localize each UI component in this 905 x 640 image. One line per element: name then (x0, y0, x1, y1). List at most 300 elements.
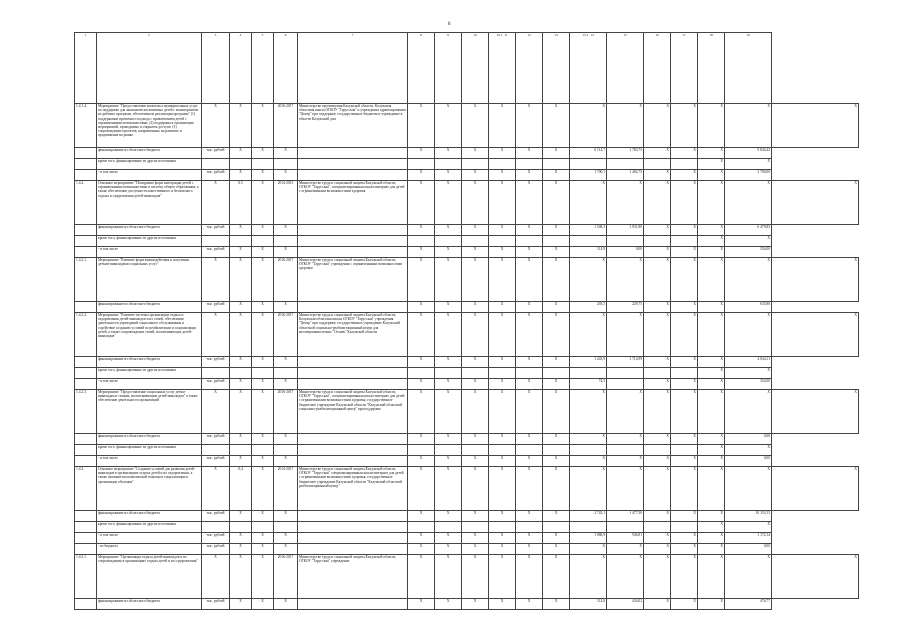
value-cell: X (462, 313, 489, 357)
value-cell: X (516, 170, 543, 181)
row-executor-cell (298, 456, 408, 467)
table-row (75, 445, 859, 456)
value-cell: X (435, 390, 462, 434)
value-cell: X (671, 456, 698, 467)
value-cell: X (462, 170, 489, 181)
value-cell: X (516, 599, 543, 610)
value-cell: X (252, 544, 274, 555)
value-cell: X (698, 313, 725, 357)
value-cell: 0,00 (725, 544, 772, 555)
value-cell (408, 159, 435, 170)
value-cell: X (274, 456, 298, 467)
value-cell: X (725, 522, 772, 533)
table-row (75, 368, 859, 379)
value-cell: X (671, 258, 698, 302)
row-description-cell: Основное мероприятие "Создание условий для развития детей-инвалидов в организациях отдыха детей и их оздоровления, а также оказание им комплексной помощи в социализации и организация обучения" (97, 467, 202, 511)
row-description-cell: Мероприятие "Развитие форм взаимодействия и получения детьми-инвалидами социальных услуг" (97, 258, 202, 302)
value-cell (202, 236, 230, 247)
value-cell: 3 700,00 (725, 170, 772, 181)
row-executor-cell: Министерство просвещения Калужской области, Калужская областная школа ОГКОУ "Тарусская" и учреждения здравоохранения "Центр" при поддержке; государственное бюджетное учреждение в области Калужский дом (298, 104, 408, 148)
row-description-cell: - в том числе (97, 379, 202, 390)
value-cell: X (435, 247, 462, 258)
value-cell (516, 445, 543, 456)
value-cell: X (252, 225, 274, 236)
value-cell: 0,00 (607, 247, 644, 258)
value-cell: X (435, 313, 462, 357)
value-cell: 2016-2017 (274, 313, 298, 357)
value-cell: 354,00 (725, 247, 772, 258)
value-cell: X (644, 599, 671, 610)
value-cell: X (725, 159, 772, 170)
value-cell: X (516, 544, 543, 555)
value-cell (543, 236, 570, 247)
value-cell (607, 368, 644, 379)
value-cell: тыс. рублей (202, 170, 230, 181)
value-cell: X (543, 511, 570, 522)
value-cell: X (462, 258, 489, 302)
value-cell: X (698, 357, 725, 368)
row-code-cell (75, 511, 97, 522)
value-cell: X (435, 434, 462, 445)
value-cell: X (462, 148, 489, 159)
value-cell: X (772, 258, 859, 302)
value-cell: X (435, 357, 462, 368)
value-cell: 203,5 (570, 302, 607, 313)
value-cell (543, 368, 570, 379)
value-cell (252, 159, 274, 170)
value-cell: X (230, 357, 252, 368)
row-code-cell: 1.4.2. (75, 181, 97, 225)
row-description-cell: - в том числе (97, 533, 202, 544)
value-cell (644, 159, 671, 170)
header-number: 10 (473, 33, 477, 37)
value-cell: X (230, 544, 252, 555)
value-cell (274, 445, 298, 456)
value-cell: X (543, 467, 570, 511)
value-cell: X (543, 533, 570, 544)
value-cell: X (516, 225, 543, 236)
value-cell (252, 236, 274, 247)
value-cell: тыс. рублей (202, 357, 230, 368)
value-cell: X (543, 181, 570, 225)
value-cell: X (252, 181, 274, 225)
value-cell (489, 522, 516, 533)
value-cell (408, 522, 435, 533)
value-cell: X (698, 522, 725, 533)
value-cell: 2014-2017 (274, 467, 298, 511)
header-cell (671, 33, 698, 104)
row-executor-cell (298, 357, 408, 368)
value-cell: X (274, 357, 298, 368)
value-cell (543, 522, 570, 533)
value-cell: X (252, 148, 274, 159)
value-cell: X (435, 148, 462, 159)
value-cell: X (274, 599, 298, 610)
row-code-cell (75, 148, 97, 159)
value-cell: X (671, 555, 698, 599)
value-cell: X (408, 456, 435, 467)
header-number: 6 (284, 33, 287, 37)
value-cell: X (671, 181, 698, 225)
value-cell: X (644, 247, 671, 258)
value-cell: X (516, 247, 543, 258)
value-cell: X (644, 302, 671, 313)
value-cell (489, 236, 516, 247)
value-cell: X (462, 434, 489, 445)
value-cell: X (435, 258, 462, 302)
value-cell (489, 368, 516, 379)
value-cell: 2016-2017 (274, 555, 298, 599)
value-cell: X (252, 379, 274, 390)
value-cell: 1 243,9 (570, 357, 607, 368)
header-cell (698, 33, 725, 104)
row-executor-cell (298, 148, 408, 159)
header-cell (408, 33, 435, 104)
value-cell: X (462, 357, 489, 368)
value-cell: X (489, 357, 516, 368)
header-number: 7 (351, 33, 354, 37)
value-cell: X (570, 390, 607, 434)
value-cell: X (462, 379, 489, 390)
table-row (75, 236, 859, 247)
value-cell: X (607, 456, 644, 467)
value-cell: X (489, 467, 516, 511)
value-cell (489, 159, 516, 170)
value-cell: 74,5 (570, 379, 607, 390)
value-cell (671, 445, 698, 456)
value-cell (671, 159, 698, 170)
value-cell: X (644, 511, 671, 522)
value-cell: X (274, 533, 298, 544)
header-cell (607, 33, 644, 104)
value-cell: X (570, 313, 607, 357)
table-row (75, 258, 859, 302)
value-cell: X (570, 104, 607, 148)
value-cell: X (607, 467, 644, 511)
value-cell: 0,4 (230, 467, 252, 511)
row-description-cell: кроме того, финансирование из других источников (97, 522, 202, 533)
row-code-cell (75, 379, 97, 390)
value-cell: X (570, 434, 607, 445)
value-cell: X (435, 302, 462, 313)
value-cell: 2 743,1 (570, 511, 607, 522)
value-cell: X (408, 379, 435, 390)
value-cell: X (252, 434, 274, 445)
header-number: 13 (554, 33, 558, 37)
value-cell: тыс. рублей (202, 434, 230, 445)
value-cell: тыс. рублей (202, 225, 230, 236)
value-cell: 354,00 (725, 379, 772, 390)
row-code-cell (75, 170, 97, 181)
value-cell (202, 522, 230, 533)
value-cell: X (435, 104, 462, 148)
value-cell: X (543, 390, 570, 434)
header-number: 2 (148, 33, 150, 37)
value-cell: 1 172,14 (725, 533, 772, 544)
value-cell (607, 159, 644, 170)
value-cell (607, 445, 644, 456)
value-cell: X (607, 181, 644, 225)
value-cell: X (671, 511, 698, 522)
value-cell: X (543, 247, 570, 258)
value-cell: X (698, 555, 725, 599)
row-executor-cell (298, 511, 408, 522)
value-cell: X (698, 159, 725, 170)
table-row (75, 533, 859, 544)
value-cell: X (274, 247, 298, 258)
header-cell (202, 33, 230, 104)
value-cell (644, 445, 671, 456)
value-cell: X (516, 302, 543, 313)
value-cell: X (516, 357, 543, 368)
value-cell: X (516, 379, 543, 390)
value-cell: X (462, 511, 489, 522)
value-cell: X (462, 247, 489, 258)
value-cell: X (725, 104, 772, 148)
value-cell: X (570, 555, 607, 599)
header-cell (252, 33, 274, 104)
row-executor-cell (298, 522, 408, 533)
value-cell: X (489, 225, 516, 236)
value-cell: тыс. рублей (202, 533, 230, 544)
value-cell: X (671, 104, 698, 148)
value-cell: X (489, 170, 516, 181)
value-cell (462, 522, 489, 533)
value-cell: X (462, 104, 489, 148)
value-cell: X (274, 544, 298, 555)
header-number-row (75, 33, 859, 104)
value-cell: X (671, 313, 698, 357)
row-executor-cell: Министерство труда и социальной защиты Калужской области, ОГКОУ "Тарусская", специализированная школа-интернат для детей с ограниченными возможностями здоровья (298, 181, 408, 225)
header-number: 8 (420, 33, 422, 37)
program-measures-table (74, 32, 859, 610)
value-cell: тыс. рублей (202, 544, 230, 555)
value-cell: X (698, 511, 725, 522)
value-cell: X (698, 104, 725, 148)
value-cell: X (408, 302, 435, 313)
table-row (75, 148, 859, 159)
table-row (75, 467, 859, 511)
value-cell (462, 236, 489, 247)
header-number: 12 (527, 33, 531, 37)
row-executor-cell (298, 247, 408, 258)
value-cell: X (516, 511, 543, 522)
value-cell: X (435, 511, 462, 522)
value-cell (435, 159, 462, 170)
value-cell (252, 368, 274, 379)
value-cell: X (644, 390, 671, 434)
row-code-cell: 1.4.2.1. (75, 258, 97, 302)
value-cell: X (644, 467, 671, 511)
value-cell (671, 522, 698, 533)
value-cell: X (725, 390, 772, 434)
value-cell: 2016-2017 (274, 258, 298, 302)
value-cell: X (252, 456, 274, 467)
value-cell: X (462, 544, 489, 555)
value-cell: X (202, 181, 230, 225)
value-cell: X (543, 170, 570, 181)
row-description-cell: - из бюджета (97, 544, 202, 555)
table-row (75, 511, 859, 522)
value-cell (607, 522, 644, 533)
header-cell (97, 33, 202, 104)
row-description-cell: кроме того, финансирование из других источников (97, 159, 202, 170)
value-cell (671, 368, 698, 379)
value-cell: X (698, 456, 725, 467)
value-cell: X (489, 390, 516, 434)
value-cell: X (644, 555, 671, 599)
value-cell: X (435, 533, 462, 544)
value-cell: 229,75 (607, 302, 644, 313)
value-cell: X (489, 533, 516, 544)
value-cell: X (570, 467, 607, 511)
value-cell: X (489, 555, 516, 599)
value-cell: 434,02 (607, 599, 644, 610)
table-row (75, 247, 859, 258)
row-code-cell: 1.4.2.3. (75, 390, 97, 434)
value-cell: X (607, 390, 644, 434)
row-executor-cell (298, 368, 408, 379)
value-cell: X (230, 170, 252, 181)
value-cell: X (516, 434, 543, 445)
table-row (75, 599, 859, 610)
value-cell (644, 522, 671, 533)
value-cell: X (698, 533, 725, 544)
header-number: 13.1 (582, 33, 589, 37)
value-cell: X (230, 302, 252, 313)
value-cell: X (408, 599, 435, 610)
table-row (75, 159, 859, 170)
value-cell: X (408, 181, 435, 225)
header-number: 15 (623, 33, 627, 37)
value-cell: X (516, 258, 543, 302)
value-cell: X (230, 434, 252, 445)
value-cell: 1 700,1 (570, 170, 607, 181)
value-cell (516, 159, 543, 170)
value-cell: X (202, 467, 230, 511)
value-cell (274, 159, 298, 170)
value-cell: X (230, 104, 252, 148)
value-cell: 476,77 (725, 599, 772, 610)
row-executor-cell: Министерство труда и социальной защиты Калужской области, ОГКОУ "Тарусская" специализированная школа-интернат для детей с ограниченными возможностями здоровья; государственное бюджетное учреждение Калужской области "Калужский областной реабилитационный центр" (298, 467, 408, 511)
row-executor-cell (298, 544, 408, 555)
value-cell: X (644, 148, 671, 159)
value-cell: 946,81 (607, 533, 644, 544)
value-cell: X (698, 390, 725, 434)
row-description-cell: финансирование из областного бюджета (97, 599, 202, 610)
value-cell: тыс. рублей (202, 456, 230, 467)
value-cell: X (543, 599, 570, 610)
value-cell: 635,80 (725, 302, 772, 313)
value-cell: тыс. рублей (202, 511, 230, 522)
value-cell: 0,00 (725, 456, 772, 467)
value-cell: X (772, 313, 859, 357)
value-cell: X (435, 456, 462, 467)
value-cell: X (435, 544, 462, 555)
value-cell: X (435, 225, 462, 236)
value-cell: 0,5 (230, 181, 252, 225)
table-row (75, 302, 859, 313)
value-cell: X (230, 148, 252, 159)
value-cell (435, 522, 462, 533)
value-cell (230, 522, 252, 533)
value-cell: X (230, 456, 252, 467)
table-row (75, 313, 859, 357)
value-cell: 10 153,13 (725, 511, 772, 522)
value-cell: X (725, 368, 772, 379)
header-number: 16 (655, 33, 659, 37)
value-cell (408, 368, 435, 379)
value-cell (462, 445, 489, 456)
value-cell: X (698, 302, 725, 313)
value-cell: X (671, 379, 698, 390)
value-cell: X (644, 181, 671, 225)
row-description-cell: кроме того, финансирование из других источников (97, 368, 202, 379)
table-row (75, 225, 859, 236)
row-description-cell: финансирование из областного бюджета (97, 148, 202, 159)
value-cell: X (408, 555, 435, 599)
value-cell (516, 236, 543, 247)
row-description-cell: финансирование из областного бюджета (97, 511, 202, 522)
header-cell (462, 33, 489, 104)
value-cell: X (489, 599, 516, 610)
value-cell: X (489, 434, 516, 445)
value-cell: X (274, 434, 298, 445)
value-cell: X (202, 390, 230, 434)
row-description-cell: Мероприятие "Организация отдыха детей-инвалидов и их сопровождения в организациях отдыха детей и их оздоровления" (97, 555, 202, 599)
value-cell (435, 236, 462, 247)
header-cell (725, 33, 772, 104)
value-cell: X (252, 599, 274, 610)
value-cell: X (543, 456, 570, 467)
value-cell (570, 445, 607, 456)
value-cell: X (543, 379, 570, 390)
value-cell: X (462, 390, 489, 434)
value-cell: X (725, 445, 772, 456)
value-cell: X (230, 599, 252, 610)
row-description-cell: Мероприятие "Предоставление социальных услуг детям-инвалидам и семьям, воспитывающим детей-инвалидов" а также обеспечение деятельности организаций (97, 390, 202, 434)
value-cell: X (725, 313, 772, 357)
value-cell: X (607, 544, 644, 555)
value-cell: X (671, 170, 698, 181)
value-cell: X (570, 258, 607, 302)
value-cell: X (607, 258, 644, 302)
value-cell: X (252, 302, 274, 313)
value-cell: X (252, 247, 274, 258)
value-cell: X (230, 258, 252, 302)
value-cell: X (408, 544, 435, 555)
value-cell: X (435, 599, 462, 610)
value-cell (274, 522, 298, 533)
value-cell: 1 477,50 (607, 511, 644, 522)
value-cell: X (671, 599, 698, 610)
value-cell: X (516, 555, 543, 599)
value-cell: X (202, 104, 230, 148)
row-executor-cell (298, 159, 408, 170)
value-cell: X (671, 302, 698, 313)
row-description-cell: Мероприятие "Развитие системы организации отдыха и оздоровления детей-инвалидов и их семей, обеспечение деятельности учреждений социального обслуживания и содействие созданию условий по реабилитации и социализации детей, а также сопровождение семей, воспитывающих детей-инвалидов" (97, 313, 202, 357)
value-cell: 0,00 (725, 434, 772, 445)
value-cell: X (543, 104, 570, 148)
value-cell (230, 236, 252, 247)
value-cell: X (671, 434, 698, 445)
value-cell (570, 159, 607, 170)
value-cell: X (644, 456, 671, 467)
value-cell: X (698, 236, 725, 247)
value-cell: X (230, 225, 252, 236)
value-cell (230, 368, 252, 379)
value-cell (644, 368, 671, 379)
